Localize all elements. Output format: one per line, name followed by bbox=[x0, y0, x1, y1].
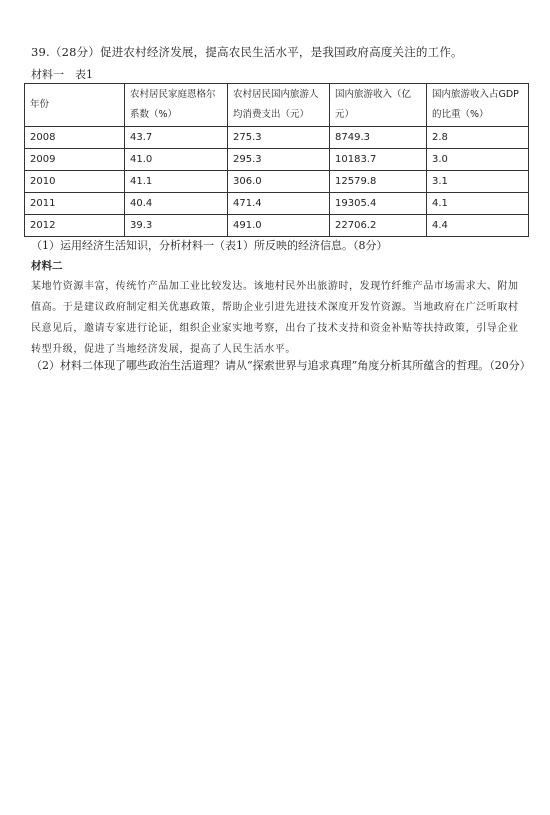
header-cell-engel: 农村居民家庭恩格尔系数（%） bbox=[125, 84, 228, 127]
table-cell: 295.3 bbox=[228, 149, 330, 171]
table-cell: 22706.2 bbox=[330, 215, 427, 237]
table-cell: 39.3 bbox=[125, 215, 228, 237]
table-row bbox=[25, 193, 529, 215]
material2-label: 材料二 bbox=[31, 260, 63, 272]
table-row bbox=[25, 215, 529, 237]
material1-label: 材料一 表1 bbox=[31, 68, 93, 81]
table-cell: 471.4 bbox=[228, 193, 330, 215]
table-cell: 4.4 bbox=[427, 215, 529, 237]
table-cell: 2008 bbox=[25, 127, 125, 149]
material2-paragraph: 某地竹资源丰富，传统竹产品加工业比较发达。该地村民外出旅游时，发现竹纤维产品市场需求大、附加值高。于是建议政府制定相关优惠政策，帮助企业引进先进技术深度开发竹资源。当地政府在广泛听取村民意见后，邀请专家进行论证，组织企业家实地考察，出台了技术支持和资金补贴等扶持政策，引导企业转型升级，促进了当地经济发展，提高了人民生活水平。 bbox=[31, 281, 519, 355]
table-cell: 2012 bbox=[25, 215, 125, 237]
table-cell: 10183.7 bbox=[330, 149, 427, 171]
question-2: （2）材料二体现了哪些政治生活道理？请从“探索世界与追求真理”角度分析其所蕴含的哲理。（20分） bbox=[31, 359, 531, 372]
header-cell-year: 年份 bbox=[25, 84, 125, 127]
question-1: （1）运用经济生活知识，分析材料一（表1）所反映的经济信息。（8分） bbox=[31, 239, 388, 252]
header-cell-tourism-spend: 农村居民国内旅游人均消费支出（元） bbox=[228, 84, 330, 127]
table-cell: 306.0 bbox=[228, 171, 330, 193]
header-cell-gdp-share: 国内旅游收入占GDP的比重（%） bbox=[427, 84, 529, 127]
table-cell: 2.8 bbox=[427, 127, 529, 149]
table-cell: 8749.3 bbox=[330, 127, 427, 149]
table-cell: 2009 bbox=[25, 149, 125, 171]
table-cell: 275.3 bbox=[228, 127, 330, 149]
table-cell: 3.1 bbox=[427, 171, 529, 193]
table-header-row bbox=[25, 84, 529, 127]
table-cell: 43.7 bbox=[125, 127, 228, 149]
table-cell: 3.0 bbox=[427, 149, 529, 171]
table-cell: 19305.4 bbox=[330, 193, 427, 215]
table-cell: 2010 bbox=[25, 171, 125, 193]
table-cell: 4.1 bbox=[427, 193, 529, 215]
table-row bbox=[25, 127, 529, 149]
table-row bbox=[25, 171, 529, 193]
table-row bbox=[25, 149, 529, 171]
header-cell-tourism-income: 国内旅游收入（亿元） bbox=[330, 84, 427, 127]
data-table bbox=[24, 83, 529, 237]
table-cell: 12579.8 bbox=[330, 171, 427, 193]
table-cell: 491.0 bbox=[228, 215, 330, 237]
table-cell: 40.4 bbox=[125, 193, 228, 215]
table-cell: 41.0 bbox=[125, 149, 228, 171]
question-title: 39.（28分）促进农村经济发展，提高农民生活水平，是我国政府高度关注的工作。 bbox=[31, 45, 463, 59]
table-cell: 41.1 bbox=[125, 171, 228, 193]
table-cell: 2011 bbox=[25, 193, 125, 215]
